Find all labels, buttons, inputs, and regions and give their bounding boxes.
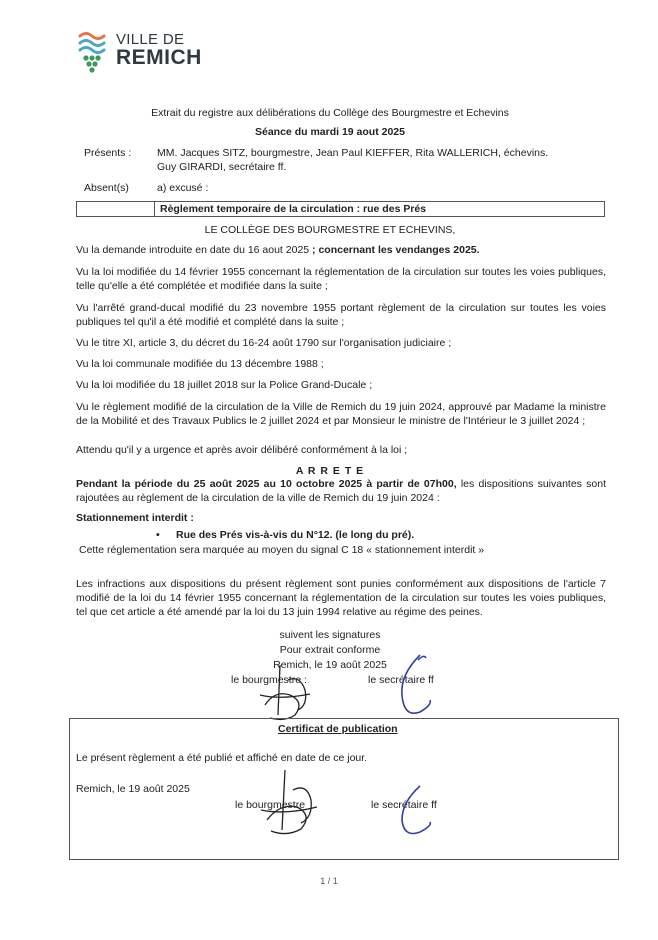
logo-line-2: REMICH bbox=[116, 46, 202, 69]
consideration-5: Vu la loi communale modifiée du 13 décembre 1988 ; bbox=[76, 358, 324, 370]
bullet-item bbox=[156, 528, 414, 542]
signatures-follow: suivent les signatures bbox=[279, 629, 381, 641]
subject-box bbox=[76, 201, 605, 217]
arrete-heading: A R R E T E bbox=[295, 465, 365, 477]
certificate-mayor-signature bbox=[255, 765, 325, 845]
decision-period-text: les dispositions suivantes sont rajoutées au règlement de la circulation de la ville de Remich du 19 juin 2024 : bbox=[76, 478, 606, 505]
consideration-4: Vu le titre XI, article 3, du décret du 16-24 août 1790 sur l'organisation judiciaire ; bbox=[76, 337, 452, 349]
certificate-box bbox=[69, 718, 619, 860]
consideration-3: Vu l'arrêté grand-ducal modifié du 23 novembre 1955 portant règlement de la circulation sur toutes les voies publiques tel qu'il a été modifié et complété dans la suite ; bbox=[76, 302, 606, 329]
present-line-1: MM. Jacques SITZ, bourgmestre, Jean Paul KIEFFER, Rita WALLERICH, échevins. bbox=[157, 147, 549, 159]
subject-divider bbox=[154, 202, 155, 216]
ville-de-remich-logo bbox=[78, 30, 112, 74]
absent-label: Absent(s) bbox=[84, 182, 129, 194]
certificate-text: Le présent règlement a été publié et affiché en date de ce jour. bbox=[76, 752, 368, 764]
page-number: 1 / 1 bbox=[320, 876, 338, 886]
signal-note: Cette réglementation sera marquée au moyen du signal C 18 « stationnement interdit » bbox=[79, 544, 485, 556]
session-title: Séance du mardi 19 aout 2025 bbox=[255, 126, 405, 138]
consideration-7: Vu le règlement modifié de la circulation de la Ville de Remich du 19 juin 2024, approuvé par Madame la ministre de la Mobilité et des Travaux Publics le 2 juillet 2024 et par Monsieur le ministre de l'Intérieur le 3 juillet 2024 ; bbox=[76, 401, 606, 428]
bullet-dot: • bbox=[156, 529, 160, 541]
decision-period bbox=[76, 477, 606, 505]
stationnement-heading: Stationnement interdit : bbox=[76, 512, 194, 524]
present-list bbox=[157, 146, 597, 174]
extract-conform: Pour extrait conforme bbox=[279, 644, 381, 656]
consideration-2: Vu la loi modifiée du 14 février 1955 concernant la réglementation de la circulation sur toutes les voies publiques, telle qu'elle a été complétée et modifiée dans la suite ; bbox=[76, 266, 606, 293]
secretary-label: le secrétaire ff bbox=[368, 674, 434, 686]
bullet-text: Rue des Prés vis-à-vis du N°12. (le long du pré). bbox=[176, 529, 415, 541]
logo-wordmark bbox=[116, 32, 202, 68]
certificate-title: Certificat de publication bbox=[278, 723, 398, 735]
certificate-secretary-signature bbox=[392, 782, 442, 842]
certificate-secretary-label: le secrétaire ff bbox=[371, 799, 437, 811]
consideration-6: Vu la loi modifiée du 18 juillet 2018 sur la Police Grand-Ducale ; bbox=[76, 379, 373, 391]
extract-title: Extrait du registre aux délibérations du Collège des Bourgmestre et Echevins bbox=[151, 107, 509, 119]
penalties-paragraph: Les infractions aux dispositions du présent règlement sont punies conformément aux dispositions de l'article 7 modifié de la loi du 14 février 1955 concernant la réglementation de la circulation sur toutes les voies publiques, tel que cet article a été amendé par la loi du 13 juin 1994 relative au régime des peines. bbox=[76, 578, 606, 619]
signatures-place-date: Remich, le 19 août 2025 bbox=[273, 659, 387, 671]
college-heading: LE COLLÈGE DES BOURGMESTRE ET ECHEVINS, bbox=[204, 224, 456, 236]
consideration-1-text: Vu la demande introduite en date du 16 aout 2025 bbox=[76, 244, 313, 256]
subject-title: Règlement temporaire de la circulation : rue des Prés bbox=[160, 203, 427, 215]
mayor-label: le bourgmestre : bbox=[231, 674, 307, 686]
present-line-2: Guy GIRARDI, secrétaire ff. bbox=[157, 161, 287, 174]
secretary-signature bbox=[390, 650, 440, 725]
consideration-8: Attendu qu'il y a urgence et après avoir délibéré conformément à la loi ; bbox=[76, 444, 408, 456]
consideration-1-bold: ; concernant les vendanges 2025. bbox=[312, 244, 480, 256]
logo-line-1: VILLE DE bbox=[116, 31, 185, 48]
consideration-1 bbox=[76, 243, 606, 257]
absent-value: a) excusé : bbox=[157, 182, 209, 194]
decision-period-bold: Pendant la période du 25 août 2025 au 10 octobre 2025 à partir de 07h00, bbox=[76, 478, 457, 490]
certificate-mayor-label: le bourgmestre bbox=[235, 799, 306, 811]
certificate-place-date: Remich, le 19 août 2025 bbox=[76, 783, 190, 795]
present-label: Présents : bbox=[84, 147, 132, 159]
